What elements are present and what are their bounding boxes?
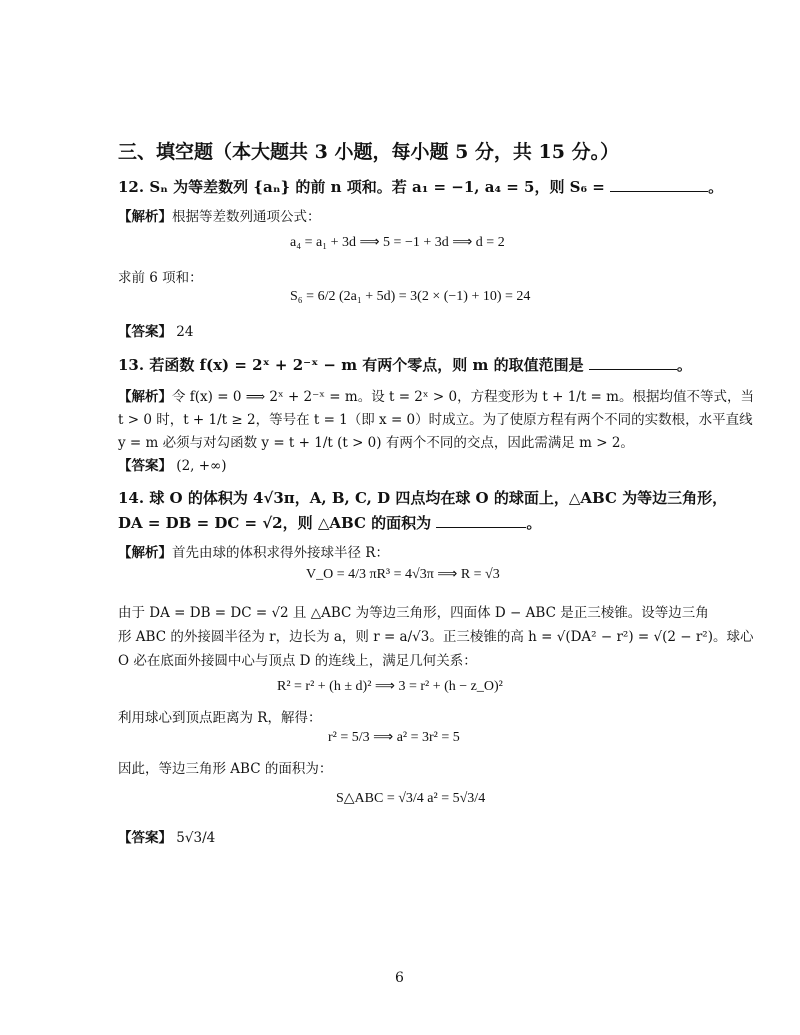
- equation: r² = 5/3 ⟹ a² = 3r² = 5: [328, 730, 460, 745]
- analysis-12: [118, 205, 321, 225]
- section-heading: 三、填空题（本大题共 3 小题，每小题 5 分，共 15 分。）: [118, 141, 620, 163]
- analysis-tag: 【解析】: [118, 545, 172, 561]
- analysis-13-line-2: t > 0 时，t + 1/t ≥ 2，等号在 t = 1（即 x = 0）时成立。为了使原方程有两个不同的实数根，水平直线: [118, 412, 753, 428]
- analysis-text: 根据等差数列通项公式：: [172, 209, 321, 225]
- answer-tag: 【答案】: [118, 324, 172, 340]
- equation: a₄ = a₁ + 3d ⟹ 5 = −1 + 3d ⟹ d = 2: [290, 235, 505, 250]
- page-number: 6: [395, 970, 404, 986]
- question-13-end: 。: [676, 356, 692, 374]
- question-12-text: 12. Sₙ 为等差数列 {aₙ} 的前 n 项和。若 a₁ = −1, a₄ = 5，则 S₆ =: [118, 178, 605, 196]
- paragraph-line-3: O 必在底面外接圆中心与顶点 D 的连线上，满足几何关系：: [118, 653, 477, 669]
- analysis-text: 首先由球的体积求得外接球半径 R：: [172, 545, 389, 561]
- answer-tag: 【答案】: [118, 458, 172, 474]
- text-line: 求前 6 项和：: [118, 270, 203, 286]
- analysis-tag: 【解析】: [118, 389, 172, 405]
- equation: R² = r² + (h ± d)² ⟹ 3 = r² + (h − z_O)²: [277, 679, 503, 694]
- analysis-text: 令 f(x) = 0 ⟹ 2ˣ + 2⁻ˣ = m。设 t = 2ˣ > 0，方程变形为 t + 1/t = m。根据均值不等式，当: [172, 389, 754, 405]
- question-14-text: DA = DB = DC = √2，则 △ABC 的面积为: [118, 514, 432, 532]
- question-13: [118, 354, 692, 375]
- equation: S△ABC = √3/4 a² = 5√3/4: [336, 791, 486, 806]
- question-14-line-1: 14. 球 O 的体积为 4√3π，A, B, C, D 四点均在球 O 的球面上，△ABC 为等边三角形，: [118, 489, 728, 507]
- analysis-tag: 【解析】: [118, 209, 172, 225]
- question-13-text: 13. 若函数 f(x) = 2ˣ + 2⁻ˣ − m 有两个零点，则 m 的取值范围是: [118, 356, 584, 374]
- text-line: 利用球心到顶点距离为 R，解得：: [118, 710, 322, 726]
- answer-13: [118, 454, 227, 474]
- answer-12: [118, 320, 193, 340]
- answer-blank-14: [436, 513, 526, 528]
- text-line: 因此，等边三角形 ABC 的面积为：: [118, 761, 333, 777]
- answer-14: [118, 826, 215, 846]
- question-12: [118, 176, 723, 197]
- analysis-13-line-1: [118, 385, 754, 405]
- question-12-end: 。: [708, 178, 724, 196]
- question-14-line-2: [118, 512, 541, 533]
- answer-value: 5√3/4: [176, 830, 216, 846]
- paragraph-line-2: 形 ABC 的外接圆半径为 r，边长为 a，则 r = a/√3。正三棱锥的高 h = √(DA² − r²) = √(2 − r²)。球心: [118, 629, 754, 645]
- analysis-13-line-3: y = m 必须与对勾函数 y = t + 1/t (t > 0) 有两个不同的交点，因此需满足 m > 2。: [118, 435, 634, 451]
- answer-blank-12: [610, 177, 708, 192]
- answer-value: 24: [176, 324, 194, 340]
- paragraph-line-1: 由于 DA = DB = DC = √2 且 △ABC 为等边三角形，四面体 D − ABC 是正三棱锥。设等边三角: [118, 605, 709, 621]
- equation: S₆ = 6/2 (2a₁ + 5d) = 3(2 × (−1) + 10) = 24: [290, 289, 531, 304]
- answer-blank-13: [589, 355, 677, 370]
- equation: V_O = 4/3 πR³ = 4√3π ⟹ R = √3: [306, 567, 500, 582]
- answer-tag: 【答案】: [118, 830, 172, 846]
- analysis-14: [118, 541, 389, 561]
- question-14-end: 。: [526, 514, 542, 532]
- answer-value: (2, +∞): [176, 458, 227, 474]
